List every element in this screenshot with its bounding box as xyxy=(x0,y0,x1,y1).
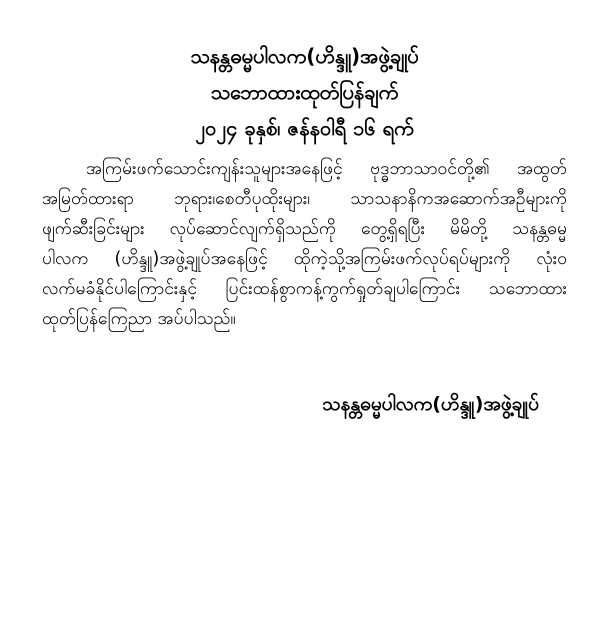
body-line: ဖျက်ဆီးခြင်းများ လုပ်ဆောင်လျက်ရှိသည်ကို တွေ့ရှိရပြီး မိမိတို့ သနန္တဓမ္မ xyxy=(42,219,567,239)
body-line: ထုတ်ပြန်ကြေညာ အပ်ပါသည်။ xyxy=(42,309,236,329)
body-paragraph xyxy=(42,154,567,334)
body-line: အမြတ်ထားရာ ဘုရား၊စေတီပုထိုးများ၊ သာသနာနိကအဆောက်အဦများကို xyxy=(42,189,567,209)
body-line: လက်မခံနိုင်ပါကြောင်းနှင့် ပြင်းထန်စွာကန့်ကွက်ရှုတ်ချပါကြောင်း သဘောထား xyxy=(42,279,567,299)
document-title: သနန္တဓမ္မပါလက(ဟိန္ဒူ)အဖွဲ့ချုပ် xyxy=(190,44,419,68)
document-content xyxy=(42,38,567,420)
document-subtitle: သဘောထားထုတ်ပြန်ချက် xyxy=(210,80,399,104)
signature-block xyxy=(42,388,539,420)
document-date: ၂၀၂၄ ခုနှစ်၊ ဇန်နဝါရီ ၁၆ ရက် xyxy=(195,116,414,140)
body-line: အကြမ်းဖက်သောင်းကျန်းသူများအနေဖြင့် ဗုဒ္ဓဘာသာဝင်တို့၏ အထွတ် xyxy=(86,159,567,179)
signature-line: သနန္တဓမ္မပါလက(ဟိန္ဒူ)အဖွဲ့ချုပ် xyxy=(322,393,539,415)
body-line: ပါလက (ဟိန္ဒူ)အဖွဲ့ချုပ်အနေဖြင့် ထိုကဲ့သို့အကြမ်းဖက်လုပ်ရပ်များကို လုံးဝ xyxy=(42,249,567,269)
title-block xyxy=(42,38,567,146)
